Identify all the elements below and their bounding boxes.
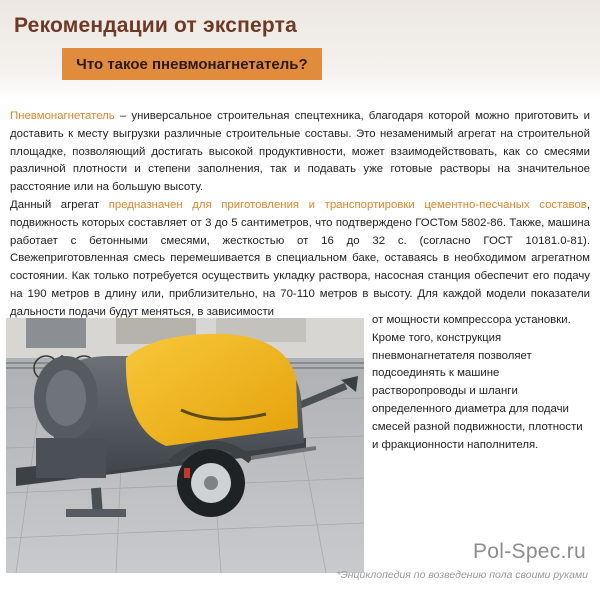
intro-paragraph [10, 108, 590, 322]
purpose-highlight: предназначен для приготовления и транспортировки цементно-песчаных составов [108, 198, 587, 211]
right-paragraph: от мощности компрессора установки. Кроме того, конструкция пневмонагнетателя позволяет подсоединять к машине растворопроводы и шланги определенного диаметра для подачи смесей разной подвижности, плотности и фракционности наполнителя. [372, 314, 583, 451]
intro-text: – универсальное строительная спецтехника, благодаря которой можно приготовить и доставить к месту выгрузки различные строительные составы. Это незаменимый агрегат на строительной площадке, позволяющий достигать высокой продуктивности, может взаимодействовать, как со смесями различной плотности и степени заполнения, так и подавать уже готовые растворы на значительное расстояние или на большую высоту. [10, 110, 590, 194]
paragraph2-start: Данный агрегат [10, 198, 109, 211]
footer-caption: *Энциклопедия по возведению пола своими руками [336, 569, 588, 581]
brand-watermark: Pol-Spec.ru [472, 540, 586, 563]
paragraph2-text: , подвижность которых составляет от 3 до 5 сантиметров, что подтверждено ГОСТом 5802-86. Также, машина работает с бетонными смесями, жесткостью от 16 до 32 с. (согласно ГОСТ 10181.0-81). Свежеприготовленная смесь перемешивается в специальном баке, оставаясь в необходимом агрегатном состоянии. Как только потребуется осуществить укладку раствора, насосная станция обеспечит его подачу на 190 метров в длину или, приблизительно, на 70-110 метров в высоту. Для каждой модели показатели дальности подачи будут меняться, в зависимости [10, 198, 590, 318]
machine-photo [6, 318, 364, 573]
page-title: Рекомендации от эксперта [14, 14, 298, 37]
subtitle-banner [62, 48, 322, 80]
subtitle-text: Что такое пневмонагнетатель? [76, 55, 308, 73]
term-highlight: Пневмонагнетатель [10, 110, 115, 122]
